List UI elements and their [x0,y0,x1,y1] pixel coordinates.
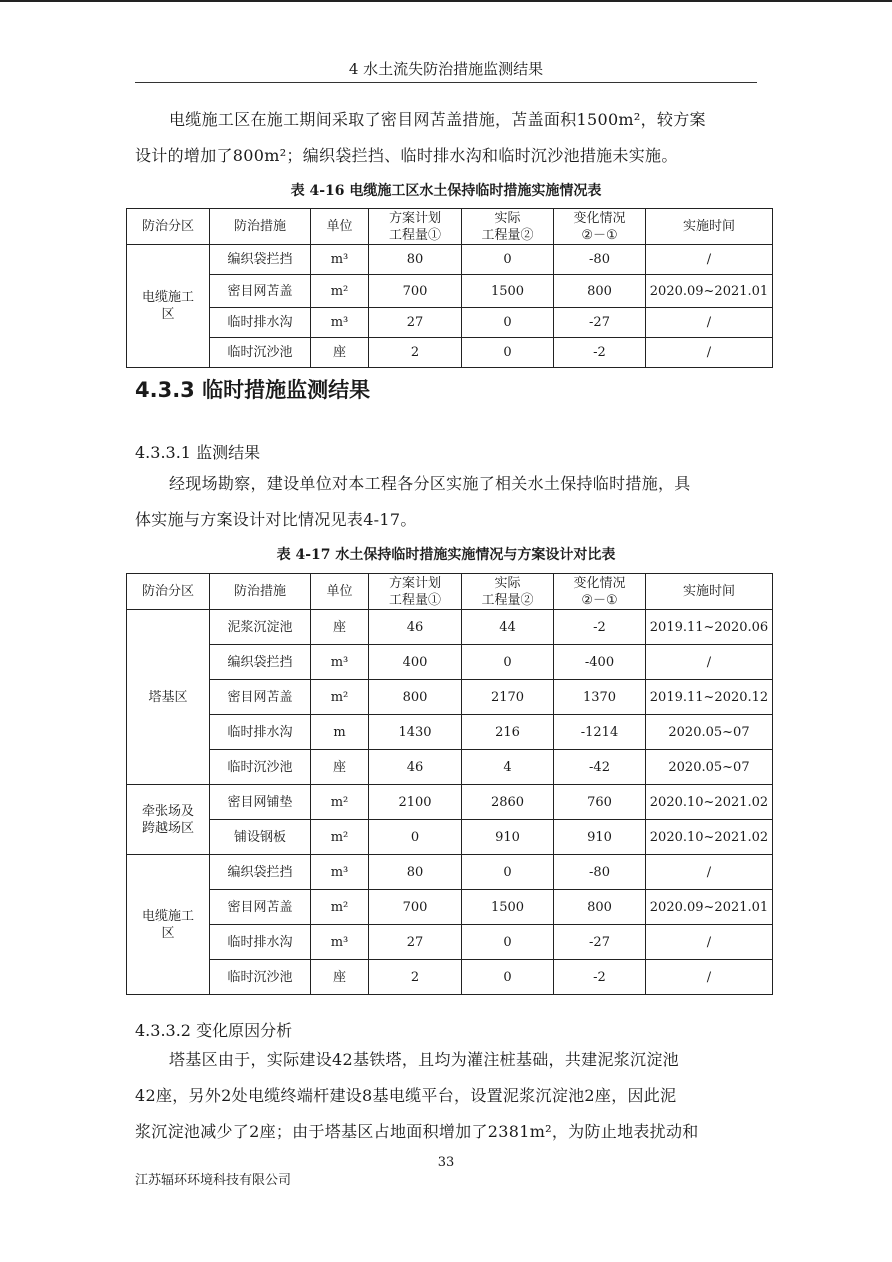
table-row [127,680,773,715]
cell-measure: 临时排水沟 [210,308,311,338]
cell-change: -27 [554,925,646,960]
cell-measure: 临时沉沙池 [210,960,311,995]
cell-planned: 46 [369,610,462,645]
cell-actual: 1500 [462,890,554,925]
cell-actual: 216 [462,715,554,750]
table-row [127,925,773,960]
table-header-row [127,574,773,610]
cell-planned: 2100 [369,785,462,820]
cell-planned: 1430 [369,715,462,750]
cell-measure: 编织袋拦挡 [210,245,311,275]
cell-period: / [646,245,773,275]
table-row [127,308,773,338]
section-heading: 4.3.3 临时措施监测结果 [135,378,371,402]
table-row [127,855,773,890]
cell-actual: 0 [462,960,554,995]
cell-measure: 编织袋拦挡 [210,855,311,890]
cell-measure: 密目网苫盖 [210,275,311,308]
table-row [127,645,773,680]
para2-line-1: 经现场勘察，建设单位对本工程各分区实施了相关水土保持临时措施，具 [169,474,691,493]
column-header-period: 实施时间 [646,209,773,245]
cell-change: -27 [554,308,646,338]
column-header-actual: 实际 工程量② [462,574,554,610]
zone-cell: 电缆施工 区 [127,855,210,995]
cell-planned: 400 [369,645,462,680]
para3-line-3: 浆沉淀池减少了2座；由于塔基区占地面积增加了2381m²，为防止地表扰动和 [135,1122,699,1141]
column-header-planned: 方案计划 工程量① [369,574,462,610]
column-header-zone: 防治分区 [127,209,210,245]
table-row [127,275,773,308]
cell-unit: 座 [311,750,369,785]
para2-line-2: 体实施与方案设计对比情况见表4-17。 [135,510,417,529]
table-17 [126,573,773,995]
cell-unit: m² [311,890,369,925]
cell-actual: 0 [462,308,554,338]
cell-planned: 800 [369,680,462,715]
para3-line-2: 42座，另外2处电缆终端杆建设8基电缆平台，设置泥浆沉淀池2座，因此泥 [135,1086,677,1105]
cell-measure: 临时沉沙池 [210,338,311,368]
zone-cell: 电缆施工 区 [127,245,210,368]
paragraph-2 [135,466,757,538]
column-header-period: 实施时间 [646,574,773,610]
cell-period: / [646,925,773,960]
cell-change: -80 [554,855,646,890]
cell-actual: 0 [462,645,554,680]
cell-actual: 2170 [462,680,554,715]
running-header: 4 水土流失防治措施监测结果 [348,60,544,78]
cell-measure: 泥浆沉淀池 [210,610,311,645]
header-rule [135,82,757,83]
cell-planned: 27 [369,925,462,960]
cell-measure: 密目网苫盖 [210,680,311,715]
column-header-unit: 单位 [311,574,369,610]
intro-line-1: 电缆施工区在施工期间采取了密目网苫盖措施，苫盖面积1500m²，较方案 [169,110,706,129]
cell-change: -2 [554,960,646,995]
cell-planned: 0 [369,820,462,855]
column-header-unit: 单位 [311,209,369,245]
table-header-row [127,209,773,245]
cell-unit: m² [311,275,369,308]
cell-measure: 临时排水沟 [210,715,311,750]
cell-change: 1370 [554,680,646,715]
table-17-caption: 表 4-17 水土保持临时措施实施情况与方案设计对比表 [276,547,616,563]
table-row [127,890,773,925]
cell-actual: 4 [462,750,554,785]
subsection-heading-2: 4.3.3.2 变化原因分析 [135,1021,293,1040]
cell-planned: 700 [369,275,462,308]
column-header-zone: 防治分区 [127,574,210,610]
cell-unit: m² [311,820,369,855]
cell-planned: 2 [369,960,462,995]
para3-line-1: 塔基区由于，实际建设42基铁塔，且均为灌注桩基础，共建泥浆沉淀池 [169,1050,679,1069]
cell-period: / [646,645,773,680]
table-row [127,785,773,820]
table-row [127,960,773,995]
cell-planned: 27 [369,308,462,338]
cell-unit: 座 [311,960,369,995]
table-16 [126,208,773,368]
cell-planned: 46 [369,750,462,785]
cell-unit: 座 [311,610,369,645]
page-number: 33 [437,1155,455,1170]
cell-period: 2020.05~07 [646,750,773,785]
cell-planned: 2 [369,338,462,368]
cell-unit: 座 [311,338,369,368]
cell-measure: 编织袋拦挡 [210,645,311,680]
intro-line-2: 设计的增加了800m²；编织袋拦挡、临时排水沟和临时沉沙池措施未实施。 [135,146,678,165]
zone-cell: 牵张场及 跨越场区 [127,785,210,855]
cell-change: -400 [554,645,646,680]
intro-paragraph [135,102,757,174]
table-row [127,820,773,855]
cell-period: 2020.09~2021.01 [646,275,773,308]
column-header-planned: 方案计划 工程量① [369,209,462,245]
cell-unit: m³ [311,245,369,275]
cell-measure: 密目网苫盖 [210,890,311,925]
column-header-actual: 实际 工程量② [462,209,554,245]
table-row [127,715,773,750]
footer-company: 江苏辐环环境科技有限公司 [135,1173,292,1188]
cell-measure: 铺设钢板 [210,820,311,855]
cell-period: / [646,960,773,995]
column-header-measure: 防治措施 [210,574,311,610]
column-header-measure: 防治措施 [210,209,311,245]
cell-unit: m³ [311,855,369,890]
table-row [127,245,773,275]
cell-actual: 0 [462,925,554,960]
cell-period: / [646,855,773,890]
cell-unit: m³ [311,308,369,338]
cell-period: / [646,338,773,368]
cell-unit: m² [311,680,369,715]
cell-planned: 700 [369,890,462,925]
cell-planned: 80 [369,855,462,890]
cell-change: -1214 [554,715,646,750]
cell-actual: 44 [462,610,554,645]
cell-period: 2020.10~2021.02 [646,820,773,855]
cell-change: 760 [554,785,646,820]
cell-planned: 80 [369,245,462,275]
cell-measure: 临时沉沙池 [210,750,311,785]
table-row [127,610,773,645]
cell-unit: m² [311,785,369,820]
cell-change: -2 [554,610,646,645]
cell-measure: 密目网铺垫 [210,785,311,820]
cell-period: 2019.11~2020.12 [646,680,773,715]
cell-change: 910 [554,820,646,855]
cell-unit: m³ [311,925,369,960]
cell-actual: 1500 [462,275,554,308]
cell-change: -80 [554,245,646,275]
top-border [0,0,892,2]
cell-period: / [646,308,773,338]
zone-cell: 塔基区 [127,610,210,785]
cell-actual: 2860 [462,785,554,820]
cell-actual: 910 [462,820,554,855]
cell-change: -42 [554,750,646,785]
cell-measure: 临时排水沟 [210,925,311,960]
paragraph-3 [135,1042,757,1150]
cell-actual: 0 [462,855,554,890]
cell-change: 800 [554,275,646,308]
column-header-change: 变化情况 ②－① [554,209,646,245]
cell-actual: 0 [462,245,554,275]
cell-period: 2020.09~2021.01 [646,890,773,925]
cell-unit: m³ [311,645,369,680]
subsection-heading-1: 4.3.3.1 监测结果 [135,443,261,462]
column-header-change: 变化情况 ②－① [554,574,646,610]
cell-period: 2019.11~2020.06 [646,610,773,645]
cell-actual: 0 [462,338,554,368]
table-row [127,338,773,368]
cell-change: 800 [554,890,646,925]
cell-change: -2 [554,338,646,368]
cell-period: 2020.10~2021.02 [646,785,773,820]
table-row [127,750,773,785]
cell-unit: m [311,715,369,750]
table-16-caption: 表 4-16 电缆施工区水土保持临时措施实施情况表 [290,183,602,199]
cell-period: 2020.05~07 [646,715,773,750]
